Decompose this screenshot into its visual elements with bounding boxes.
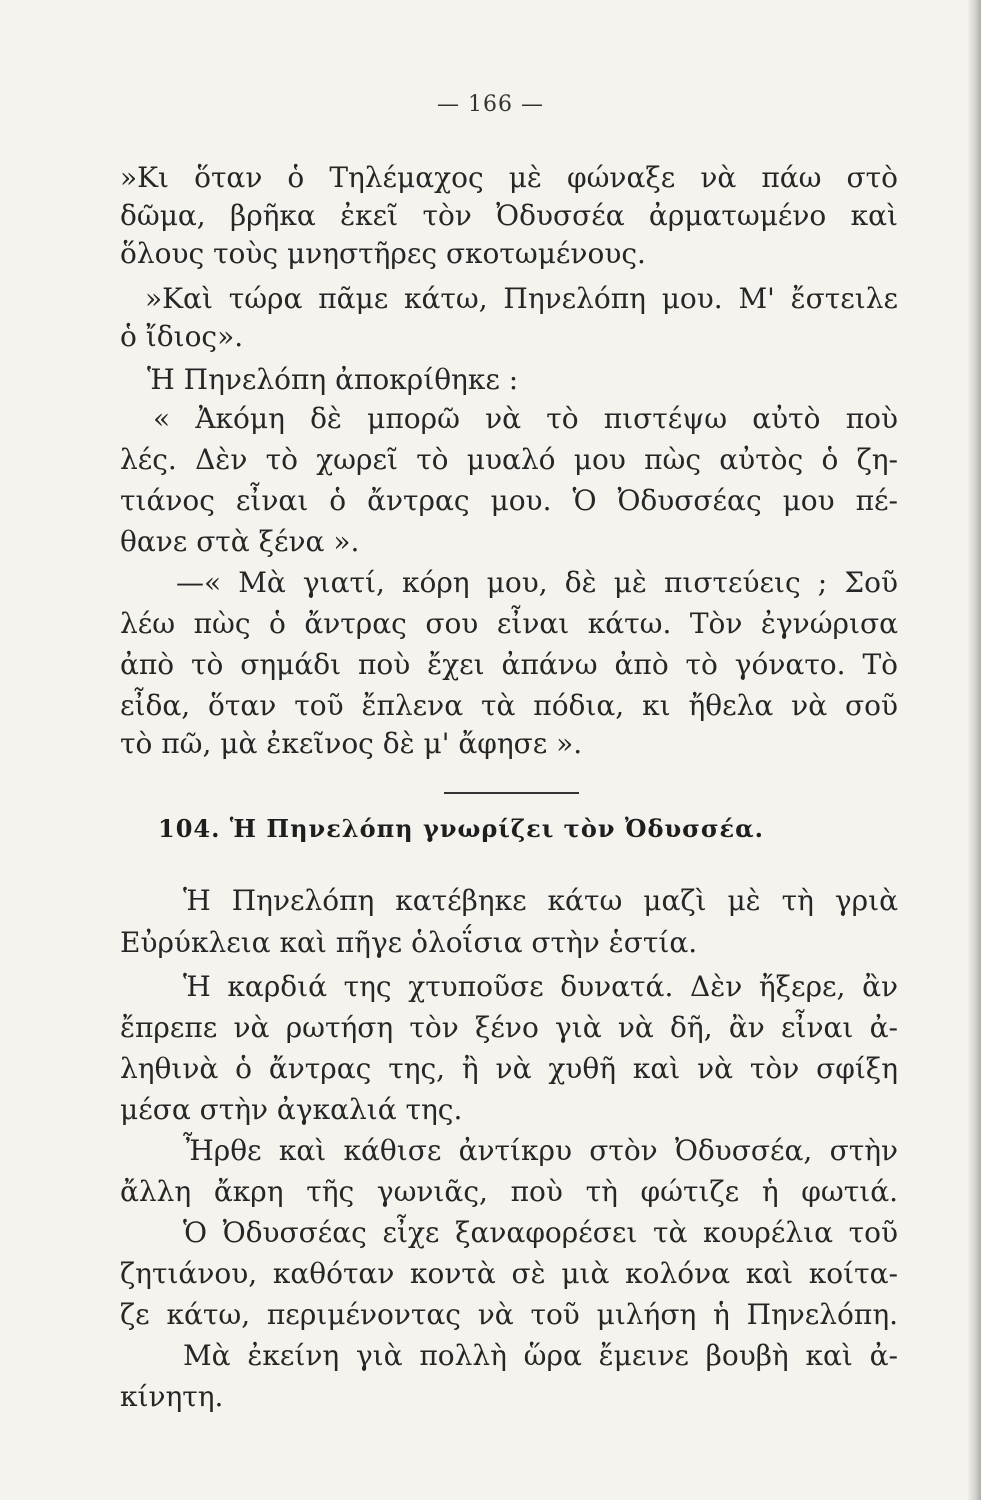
text-line: Ἡ καρδιά της χτυποῦσε δυνατά. Δὲν ἤξερε, ἂν	[183, 970, 898, 1003]
text-line: Ἡ Πηνελόπη ἀποκρίθηκε :	[147, 363, 519, 396]
text-line: θανε στὰ ξένα ».	[120, 525, 360, 558]
text-line: Μὰ ἐκείνη γιὰ πολλὴ ὥρα ἔμεινε βουβὴ καὶ ἀ-	[183, 1339, 898, 1372]
page-edge-shadow	[967, 0, 981, 1500]
text-line: Εὐρύκλεια καὶ πῆγε ὁλοΐσια στὴν ἑστία.	[120, 926, 698, 959]
text-line: δῶμα, βρῆκα ἐκεῖ τὸν Ὀδυσσέα ἀρματωμένο καὶ	[120, 199, 898, 232]
text-line: τὸ πῶ, μὰ ἐκεῖνος δὲ μ' ἄφησε ».	[120, 727, 583, 760]
text-line: »Κι ὅταν ὁ Τηλέμαχος μὲ φώναξε νὰ πάω στὸ	[120, 161, 898, 194]
text-line: ὁ ἴδιος».	[120, 320, 244, 353]
text-line: ἔπρεπε νὰ ρωτήση τὸν ξένο γιὰ νὰ δῆ, ἂν εἶναι ἀ-	[120, 1011, 898, 1044]
text-line: μέσα στὴν ἀγκαλιά της.	[120, 1093, 463, 1126]
page-number: — 166 —	[437, 92, 544, 117]
text-line: τιάνος εἶναι ὁ ἄντρας μου. Ὁ Ὀδυσσέας μου πέ-	[120, 484, 898, 517]
text-line: —« Μὰ γιατί, κόρη μου, δὲ μὲ πιστεύεις ; Σοῦ	[176, 566, 898, 599]
text-line: λές. Δὲν τὸ χωρεῖ τὸ μυαλό μου πὼς αὐτὸς ὁ ζη-	[120, 443, 898, 476]
text-line: ζητιάνου, καθόταν κοντὰ σὲ μιὰ κολόνα καὶ κοίτα-	[120, 1257, 898, 1290]
text-line: »Καὶ τώρα πᾶμε κάτω, Πηνελόπη μου. Μ' ἔστειλε	[145, 282, 898, 315]
text-line: Ὁ Ὀδυσσέας εἶχε ξαναφορέσει τὰ κουρέλια τοῦ	[183, 1216, 898, 1249]
text-line: ἄλλη ἄκρη τῆς γωνιᾶς, ποὺ τὴ φώτιζε ἡ φωτιά.	[120, 1175, 898, 1208]
text-line: εἶδα, ὅταν τοῦ ἔπλενα τὰ πόδια, κι ἤθελα νὰ σοῦ	[120, 689, 898, 722]
text-line: ἀπὸ τὸ σημάδι ποὺ ἔχει ἀπάνω ἀπὸ τὸ γόνατο. Τὸ	[120, 648, 898, 681]
text-line: ληθινὰ ὁ ἄντρας της, ἢ νὰ χυθῆ καὶ νὰ τὸν σφίξη	[120, 1052, 898, 1085]
text-line: « Ἀκόμη δὲ μπορῶ νὰ τὸ πιστέψω αὐτὸ ποὺ	[153, 402, 898, 435]
text-line: Ἦρθε καὶ κάθισε ἀντίκρυ στὸν Ὀδυσσέα, στὴν	[183, 1134, 898, 1167]
text-line: κίνητη.	[120, 1380, 224, 1413]
section-heading: 104. Ἡ Πηνελόπη γνωρίζει τὸν Ὀδυσσέα.	[158, 814, 764, 843]
text-line: λέω πὼς ὁ ἄντρας σου εἶναι κάτω. Τὸν ἐγνώρισα	[120, 607, 898, 640]
text-line: ζε κάτω, περιμένοντας νὰ τοῦ μιλήση ἡ Πηνελόπη.	[120, 1298, 898, 1331]
section-divider	[444, 792, 579, 794]
text-line: ὅλους τοὺς μνηστῆρες σκοτωμένους.	[120, 237, 646, 270]
text-line: Ἡ Πηνελόπη κατέβηκε κάτω μαζὶ μὲ τὴ γριὰ	[183, 884, 898, 917]
